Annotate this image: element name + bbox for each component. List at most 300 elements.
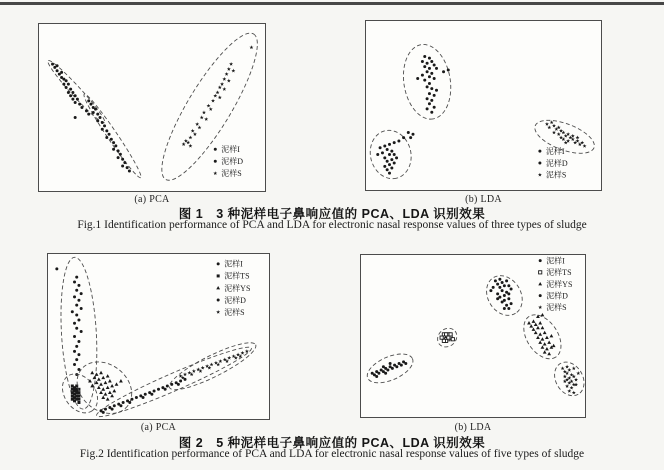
data-point-dot bbox=[386, 369, 389, 372]
data-point-dot bbox=[75, 358, 78, 361]
data-point-triangle bbox=[536, 326, 540, 329]
data-point-triangle bbox=[547, 340, 551, 343]
data-point-dot bbox=[539, 259, 542, 262]
data-point-dot bbox=[119, 153, 122, 156]
data-point-star bbox=[192, 369, 196, 373]
data-point-dot bbox=[77, 319, 80, 322]
data-point-dot bbox=[433, 77, 436, 80]
data-point-dot bbox=[433, 63, 436, 66]
data-point-dot bbox=[217, 262, 220, 265]
legend-label: 泥样D bbox=[221, 157, 244, 167]
data-point-star bbox=[213, 171, 217, 175]
data-point-triangle bbox=[529, 324, 533, 327]
data-point-star bbox=[197, 125, 201, 129]
data-point-triangle bbox=[532, 328, 536, 331]
data-point-dot bbox=[423, 65, 426, 68]
data-point-star bbox=[561, 130, 565, 134]
data-point-dot bbox=[119, 404, 122, 407]
data-point-dot bbox=[73, 322, 76, 325]
data-point-dot bbox=[386, 160, 389, 163]
legend-label: 泥样TS bbox=[546, 268, 572, 278]
data-point-star bbox=[565, 365, 569, 369]
data-point-dot bbox=[507, 307, 510, 310]
data-point-dot bbox=[393, 141, 396, 144]
data-point-dot bbox=[73, 281, 76, 284]
data-point-dot bbox=[67, 91, 70, 94]
data-point-dot bbox=[65, 86, 68, 89]
data-point-dot bbox=[121, 164, 124, 167]
data-point-dot bbox=[383, 165, 386, 168]
data-point-dot bbox=[510, 288, 513, 291]
data-point-triangle bbox=[99, 391, 103, 394]
data-point-star bbox=[570, 386, 574, 390]
data-point-triangle bbox=[541, 326, 545, 329]
data-point-dot bbox=[117, 156, 120, 159]
data-point-triangle bbox=[545, 336, 549, 339]
data-point-triangle bbox=[101, 387, 105, 390]
data-point-dot bbox=[130, 398, 133, 401]
data-point-dot bbox=[71, 310, 74, 313]
data-point-dot bbox=[503, 307, 506, 310]
legend-label: 泥样YS bbox=[224, 283, 251, 293]
data-point-dot bbox=[430, 111, 433, 114]
data-point-star bbox=[576, 136, 580, 140]
data-point-dot bbox=[217, 299, 220, 302]
fig1-lda-panel bbox=[365, 20, 602, 191]
legend-label: 泥样S bbox=[224, 307, 245, 317]
data-point-star bbox=[222, 87, 226, 91]
data-point-dot bbox=[144, 393, 147, 396]
data-point-triangle bbox=[101, 376, 105, 379]
data-point-dot bbox=[430, 99, 433, 102]
data-point-triangle bbox=[108, 379, 112, 382]
data-point-dot bbox=[214, 160, 217, 163]
data-point-dot bbox=[391, 367, 394, 370]
data-point-dot bbox=[179, 380, 182, 383]
data-point-dot bbox=[388, 143, 391, 146]
data-point-dot bbox=[153, 389, 156, 392]
data-point-dot bbox=[77, 284, 80, 287]
data-point-triangle bbox=[106, 397, 110, 400]
data-point-dot bbox=[496, 297, 499, 300]
data-point-triangle bbox=[112, 389, 116, 392]
data-point-dot bbox=[128, 169, 131, 172]
data-point-star bbox=[561, 366, 565, 370]
legend-label: 泥样I bbox=[545, 146, 565, 156]
data-point-star bbox=[218, 85, 222, 89]
data-point-dot bbox=[381, 151, 384, 154]
data-point-dot bbox=[101, 121, 104, 124]
data-point-square-open bbox=[539, 271, 542, 274]
data-point-star bbox=[216, 90, 220, 94]
data-point-star bbox=[572, 391, 576, 395]
data-point-dot bbox=[507, 292, 510, 295]
fig2-caption-chinese: 图 2 5 种泥样电子鼻响应值的 PCA、LDA 识别效果 bbox=[178, 436, 486, 450]
data-point-square-open bbox=[440, 336, 443, 339]
legend-label: 泥样S bbox=[545, 170, 567, 180]
data-point-dot bbox=[123, 161, 126, 164]
data-point-dot bbox=[377, 372, 380, 375]
data-point-dot bbox=[498, 278, 501, 281]
data-point-dot bbox=[389, 362, 392, 365]
data-point-dot bbox=[386, 148, 389, 151]
data-point-dot bbox=[397, 139, 400, 142]
data-point-dot bbox=[421, 60, 424, 63]
data-point-dot bbox=[94, 108, 97, 111]
data-point-star bbox=[204, 117, 208, 121]
fig1-caption-chinese: 图 1 3 种泥样电子鼻响应值的 PCA、LDA 识别效果 bbox=[178, 207, 486, 221]
data-point-dot bbox=[113, 404, 116, 407]
data-point-dot bbox=[409, 136, 412, 139]
data-point-star bbox=[245, 349, 249, 353]
data-point-triangle bbox=[532, 319, 536, 322]
data-point-dot bbox=[74, 94, 77, 97]
data-point-dot bbox=[99, 116, 102, 119]
data-point-triangle bbox=[104, 392, 108, 395]
data-point-dot bbox=[433, 106, 436, 109]
legend-label: 泥样TS bbox=[224, 271, 250, 281]
data-point-dot bbox=[77, 299, 80, 302]
data-point-dot bbox=[404, 362, 407, 365]
data-point-dot bbox=[77, 340, 80, 343]
data-point-dot bbox=[128, 401, 131, 404]
data-point-star bbox=[552, 130, 556, 134]
legend-label: 泥样I bbox=[546, 256, 565, 266]
data-point-dot bbox=[402, 136, 405, 139]
data-point-dot bbox=[177, 383, 180, 386]
data-point-dot bbox=[426, 62, 429, 65]
data-point-triangle bbox=[550, 334, 554, 337]
data-point-star bbox=[571, 137, 575, 141]
data-point-dot bbox=[393, 153, 396, 156]
data-point-triangle bbox=[97, 386, 101, 389]
data-point-dot bbox=[102, 411, 105, 414]
fig2-pca-sublabel: (a) PCA bbox=[140, 422, 177, 433]
data-point-dot bbox=[375, 375, 378, 378]
data-point-triangle bbox=[99, 371, 103, 374]
legend-label: 泥样S bbox=[221, 169, 242, 179]
data-point-triangle bbox=[541, 345, 545, 348]
data-point-square bbox=[77, 398, 80, 401]
data-point-dot bbox=[510, 302, 513, 305]
data-point-dot bbox=[157, 388, 160, 391]
data-point-dot bbox=[503, 284, 506, 287]
data-point-square-open bbox=[442, 339, 445, 342]
data-point-triangle bbox=[106, 374, 110, 377]
cluster-ellipse bbox=[93, 340, 255, 419]
data-point-dot bbox=[428, 57, 431, 60]
data-point-dot bbox=[494, 279, 497, 282]
data-point-triangle bbox=[543, 331, 547, 334]
data-point-dot bbox=[122, 401, 125, 404]
data-point-dot bbox=[388, 153, 391, 156]
data-point-dot bbox=[56, 64, 59, 67]
data-point-dot bbox=[428, 92, 431, 95]
data-point-square bbox=[77, 394, 80, 397]
data-point-dot bbox=[388, 172, 391, 175]
data-point-dot bbox=[390, 167, 393, 170]
data-point-dot bbox=[383, 156, 386, 159]
data-point-star bbox=[572, 366, 576, 370]
data-point-dot bbox=[75, 289, 78, 292]
data-point-triangle bbox=[538, 340, 542, 343]
data-point-triangle bbox=[110, 384, 114, 387]
data-point-dot bbox=[117, 149, 120, 152]
cluster-ellipse bbox=[531, 114, 599, 161]
data-point-triangle bbox=[543, 342, 547, 345]
data-point-dot bbox=[96, 113, 99, 116]
data-point-triangle bbox=[108, 391, 112, 394]
data-point-triangle bbox=[90, 371, 94, 374]
data-point-square bbox=[75, 391, 78, 394]
data-point-dot bbox=[114, 144, 117, 147]
data-point-dot bbox=[384, 372, 387, 375]
data-point-star bbox=[557, 132, 561, 136]
data-point-dot bbox=[421, 74, 424, 77]
fig2-pca-scatter bbox=[48, 254, 269, 419]
data-point-star bbox=[227, 79, 231, 83]
data-point-star bbox=[249, 45, 253, 49]
data-point-dot bbox=[390, 150, 393, 153]
data-point-star bbox=[565, 384, 569, 388]
data-point-star bbox=[202, 110, 206, 114]
data-point-dot bbox=[77, 353, 80, 356]
data-point-dot bbox=[73, 295, 76, 298]
data-point-triangle bbox=[534, 323, 538, 326]
legend-label: 泥样D bbox=[546, 291, 568, 301]
data-point-dot bbox=[435, 89, 438, 92]
data-point-dot bbox=[164, 388, 167, 391]
data-point-star bbox=[563, 374, 567, 378]
data-point-dot bbox=[76, 98, 79, 101]
data-point-dot bbox=[80, 292, 83, 295]
data-point-dot bbox=[423, 55, 426, 58]
data-point-triangle bbox=[95, 372, 99, 375]
data-point-dot bbox=[388, 163, 391, 166]
data-point-dot bbox=[407, 131, 410, 134]
data-point-star bbox=[545, 122, 549, 126]
legend-label: 泥样S bbox=[546, 303, 567, 313]
data-point-triangle bbox=[547, 352, 551, 355]
data-point-square bbox=[71, 398, 74, 401]
data-point-dot bbox=[126, 166, 129, 169]
data-point-dot bbox=[62, 83, 65, 86]
data-point-triangle bbox=[527, 321, 531, 324]
data-point-dot bbox=[71, 91, 74, 94]
data-point-dot bbox=[489, 289, 492, 292]
data-point-dot bbox=[428, 102, 431, 105]
data-point-star bbox=[200, 115, 204, 119]
data-point-star bbox=[183, 372, 187, 376]
data-point-star bbox=[188, 144, 192, 148]
data-point-triangle bbox=[104, 381, 108, 384]
data-point-star bbox=[213, 94, 217, 98]
data-point-dot bbox=[430, 72, 433, 75]
data-point-dot bbox=[74, 101, 77, 104]
data-point-dot bbox=[104, 408, 107, 411]
data-point-dot bbox=[539, 294, 542, 297]
data-point-star bbox=[220, 82, 224, 86]
data-point-dot bbox=[538, 161, 541, 164]
data-point-star bbox=[567, 389, 571, 393]
data-point-dot bbox=[428, 67, 431, 70]
fig2-lda-scatter bbox=[361, 255, 585, 417]
data-point-dot bbox=[80, 307, 83, 310]
legend-label: 泥样I bbox=[221, 145, 240, 155]
fig2-lda-sublabel: (b) LDA bbox=[454, 422, 492, 433]
data-point-square-open bbox=[447, 336, 450, 339]
data-point-dot bbox=[73, 350, 76, 353]
legend-label: 泥样YS bbox=[546, 279, 573, 289]
data-point-triangle bbox=[552, 344, 556, 347]
data-point-star bbox=[538, 173, 542, 177]
data-point-dot bbox=[55, 267, 58, 270]
data-point-triangle bbox=[538, 282, 542, 285]
cluster-ellipse bbox=[147, 24, 265, 191]
data-point-dot bbox=[105, 136, 108, 139]
data-point-star bbox=[538, 305, 542, 309]
data-point-dot bbox=[92, 111, 95, 114]
data-point-dot bbox=[430, 60, 433, 63]
data-point-dot bbox=[105, 129, 108, 132]
data-point-triangle bbox=[543, 350, 547, 353]
data-point-star bbox=[188, 135, 192, 139]
data-point-dot bbox=[60, 71, 63, 74]
data-point-dot bbox=[433, 94, 436, 97]
fig1-pca-sublabel: (a) PCA bbox=[134, 194, 170, 205]
data-point-dot bbox=[442, 70, 445, 73]
legend-label: 泥样D bbox=[224, 295, 246, 305]
fig2-caption-english: Fig.2 Identification performance of PCA and LDA for electronic nasal response values of five types of sludge bbox=[79, 448, 585, 460]
fig1-lda-scatter bbox=[366, 21, 601, 190]
data-point-dot bbox=[395, 156, 398, 159]
data-point-dot bbox=[96, 119, 99, 122]
data-point-dot bbox=[85, 109, 88, 112]
data-point-dot bbox=[393, 161, 396, 164]
data-point-dot bbox=[135, 396, 138, 399]
data-point-triangle bbox=[110, 394, 114, 397]
data-point-dot bbox=[75, 304, 78, 307]
data-point-dot bbox=[379, 146, 382, 149]
data-point-star bbox=[209, 107, 213, 111]
data-point-dot bbox=[505, 304, 508, 307]
data-point-dot bbox=[435, 67, 438, 70]
data-point-dot bbox=[400, 364, 403, 367]
data-point-dot bbox=[75, 345, 78, 348]
data-point-triangle bbox=[534, 331, 538, 334]
data-point-triangle bbox=[538, 321, 542, 324]
data-point-dot bbox=[507, 284, 510, 287]
data-point-triangle bbox=[106, 386, 110, 389]
data-point-dot bbox=[112, 148, 115, 151]
data-point-dot bbox=[74, 116, 77, 119]
fig2-pca-panel bbox=[47, 253, 270, 420]
data-point-dot bbox=[416, 77, 419, 80]
data-point-dot bbox=[78, 103, 81, 106]
fig1-lda-sublabel: (b) LDA bbox=[465, 194, 502, 205]
data-point-triangle bbox=[97, 377, 101, 380]
data-point-dot bbox=[498, 286, 501, 289]
data-point-dot bbox=[428, 75, 431, 78]
data-point-star bbox=[552, 124, 556, 128]
data-point-dot bbox=[423, 79, 426, 82]
data-point-dot bbox=[496, 283, 499, 286]
data-point-dot bbox=[383, 145, 386, 148]
data-point-dot bbox=[214, 148, 217, 151]
data-point-dot bbox=[150, 393, 153, 396]
data-point-star bbox=[218, 359, 222, 363]
data-point-star bbox=[193, 132, 197, 136]
data-point-dot bbox=[507, 297, 510, 300]
data-point-dot bbox=[430, 87, 433, 90]
data-point-star bbox=[231, 69, 235, 73]
data-point-dot bbox=[501, 281, 504, 284]
data-point-dot bbox=[166, 385, 169, 388]
data-point-dot bbox=[426, 97, 429, 100]
data-point-star bbox=[182, 142, 186, 146]
data-point-dot bbox=[496, 292, 499, 295]
data-point-dot bbox=[426, 70, 429, 73]
data-point-dot bbox=[67, 83, 70, 86]
data-point-dot bbox=[395, 365, 398, 368]
data-point-dot bbox=[87, 113, 90, 116]
fig1-pca-panel bbox=[38, 23, 266, 192]
data-point-triangle bbox=[115, 382, 119, 385]
data-point-star bbox=[225, 72, 229, 76]
data-point-star bbox=[216, 310, 220, 314]
data-point-dot bbox=[112, 141, 115, 144]
data-point-dot bbox=[69, 94, 72, 97]
data-point-star bbox=[210, 362, 214, 366]
data-point-dot bbox=[51, 63, 54, 66]
page-top-rule bbox=[0, 2, 664, 5]
cluster-ellipse bbox=[165, 335, 261, 397]
data-point-dot bbox=[56, 69, 59, 72]
data-point-dot bbox=[447, 69, 450, 72]
data-point-dot bbox=[426, 85, 429, 88]
data-point-dot bbox=[382, 365, 385, 368]
data-point-star bbox=[229, 62, 233, 66]
data-point-square bbox=[77, 401, 80, 404]
legend-label: 泥样I bbox=[224, 259, 243, 269]
data-point-triangle bbox=[545, 347, 549, 350]
data-point-star bbox=[195, 122, 199, 126]
data-point-triangle bbox=[99, 382, 103, 385]
cluster-ellipse bbox=[366, 126, 416, 183]
data-point-square-open bbox=[449, 333, 452, 336]
data-point-square-open bbox=[445, 333, 448, 336]
data-point-dot bbox=[80, 330, 83, 333]
fig2-lda-panel bbox=[360, 254, 586, 418]
data-point-dot bbox=[142, 396, 145, 399]
data-point-star bbox=[227, 67, 231, 71]
data-point-dot bbox=[75, 276, 78, 279]
data-point-star bbox=[583, 144, 587, 148]
data-point-dot bbox=[75, 327, 78, 330]
data-point-dot bbox=[69, 88, 72, 91]
data-point-square bbox=[217, 274, 220, 277]
data-point-dot bbox=[103, 124, 106, 127]
data-point-star bbox=[576, 371, 580, 375]
data-point-dot bbox=[73, 363, 76, 366]
data-point-star bbox=[240, 351, 244, 355]
data-point-triangle bbox=[538, 332, 542, 335]
data-point-dot bbox=[505, 279, 508, 282]
fig1-caption-english: Fig.1 Identification performance of PCA and LDA for electronic nasal response values of three types of sludge bbox=[77, 219, 587, 231]
data-point-dot bbox=[426, 107, 429, 110]
data-point-dot bbox=[503, 294, 506, 297]
data-point-triangle bbox=[536, 336, 540, 339]
